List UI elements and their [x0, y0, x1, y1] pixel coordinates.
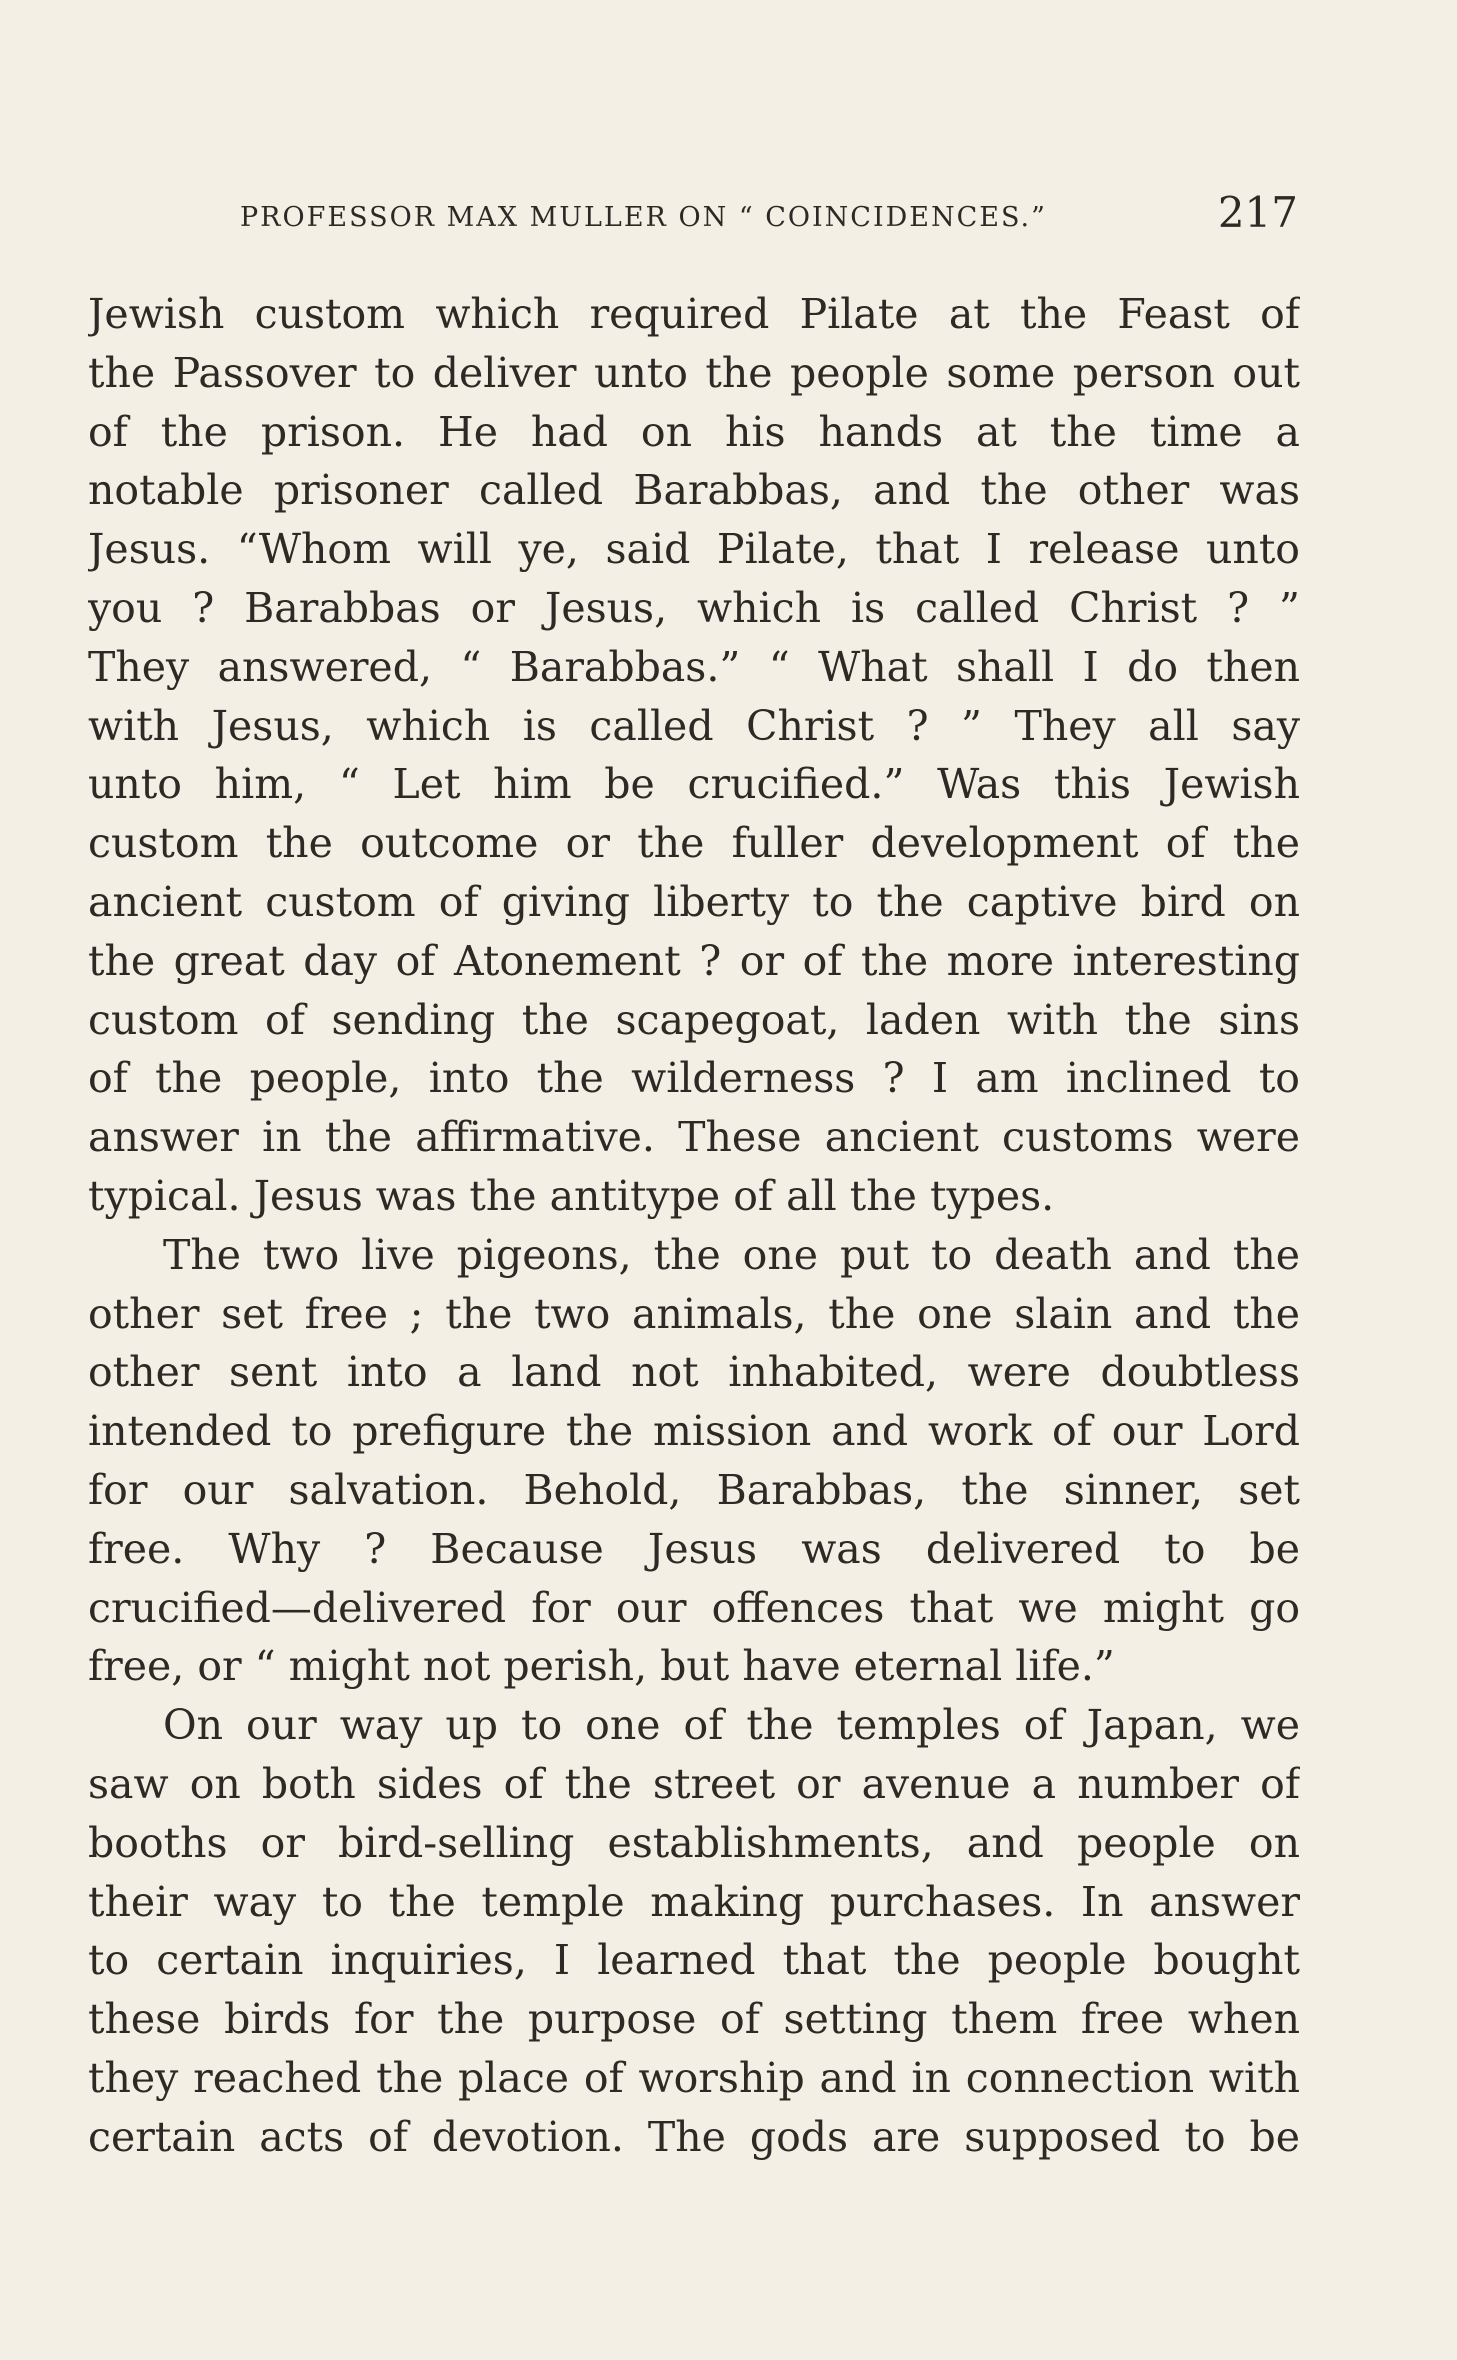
running-head — [240, 188, 1298, 248]
text-line: these birds for the purpose of setting them free when — [88, 1995, 1300, 2044]
text-line: free. Why ? Because Jesus was delivered to be — [88, 1524, 1300, 1573]
text-line: crucified—delivered for our offences that we might go — [88, 1583, 1300, 1632]
text-line: intended to prefigure the mission and work of our Lord — [88, 1407, 1300, 1456]
text-line: you ? Barabbas or Jesus, which is called Christ ? ” — [88, 583, 1300, 632]
text-line: the Passover to deliver unto the people some person out — [88, 348, 1300, 397]
text-line: answer in the affirmative. These ancient customs were — [88, 1113, 1300, 1162]
text-line: with Jesus, which is called Christ ? ” They all say — [88, 701, 1300, 750]
text-line: saw on both sides of the street or avenue a number of — [88, 1759, 1300, 1808]
text-line: typical. Jesus was the antitype of all the types. — [88, 1171, 1055, 1220]
text-line: other sent into a land not inhabited, were doubtless — [88, 1348, 1300, 1397]
text-line: to certain inquiries, I learned that the people bought — [88, 1936, 1300, 1985]
text-line: booths or bird-selling establishments, and people on — [88, 1818, 1300, 1867]
text-line: their way to the temple making purchases. In answer — [88, 1877, 1300, 1926]
text-line: Jesus. “Whom will ye, said Pilate, that I release unto — [88, 525, 1300, 574]
text-line: notable prisoner called Barabbas, and the other was — [88, 466, 1300, 515]
text-line: custom the outcome or the fuller development of the — [88, 819, 1300, 868]
text-line: other set free ; the two animals, the one slain and the — [88, 1289, 1300, 1338]
text-line: Jewish custom which required Pilate at the Feast of — [88, 290, 1300, 338]
text-line: of the people, into the wilderness ? I am inclined to — [88, 1054, 1300, 1103]
text-line: They answered, “ Barabbas.” “ What shall I do then — [88, 642, 1300, 691]
text-line: of the prison. He had on his hands at the time a — [88, 407, 1300, 456]
page-number: 217 — [1217, 188, 1298, 237]
text-line: custom of sending the scapegoat, laden with the sins — [88, 995, 1300, 1044]
text-line: certain acts of devotion. The gods are supposed to be — [88, 2112, 1300, 2161]
body-text — [88, 285, 1300, 2167]
text-line: unto him, “ Let him be crucified.” Was this Jewish — [88, 760, 1300, 809]
text-line: ancient custom of giving liberty to the captive bird on — [88, 877, 1300, 926]
text-line: free, or “ might not perish, but have eternal life.” — [88, 1642, 1115, 1691]
paragraph-first-line: On our way up to one of the temples of Japan, we — [163, 1701, 1300, 1750]
text-line: they reached the place of worship and in connection with — [88, 2053, 1300, 2102]
running-title: PROFESSOR MAX MULLER ON “ COINCIDENCES.” — [240, 202, 1047, 233]
paragraph-first-line: The two live pigeons, the one put to death and the — [163, 1230, 1300, 1279]
text-line: the great day of Atonement ? or of the more interesting — [88, 936, 1300, 985]
text-line: for our salvation. Behold, Barabbas, the sinner, set — [88, 1465, 1300, 1514]
